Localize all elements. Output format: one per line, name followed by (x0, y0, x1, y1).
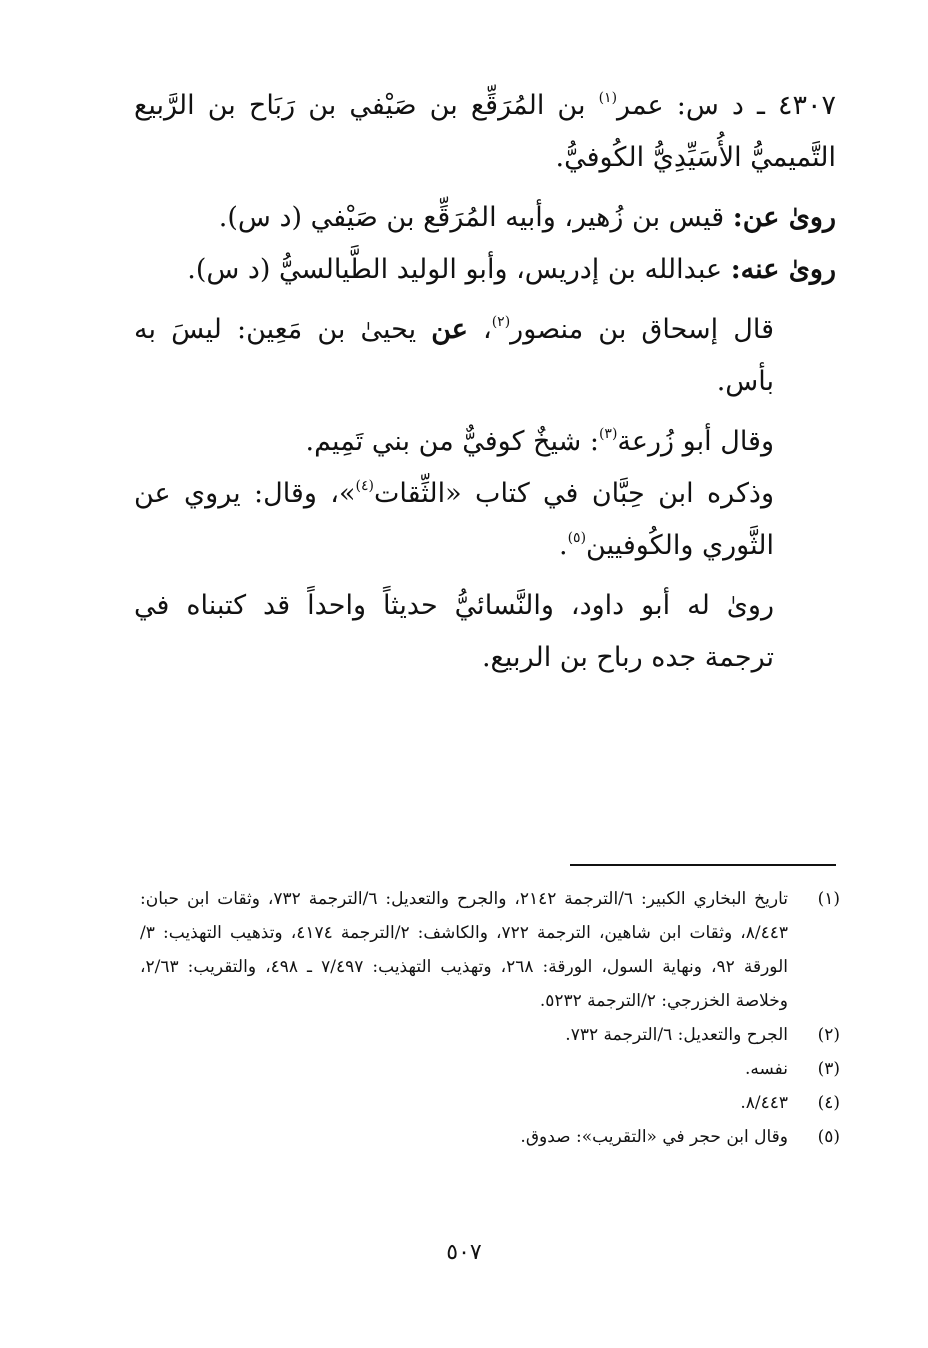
footnote-ref-4[interactable]: (٤) (355, 478, 374, 494)
rawa-anhu-label: روىٰ عنه: (730, 254, 836, 285)
footnote-number: (٣) (817, 1059, 840, 1079)
footnote-ref-2[interactable]: (٢) (491, 314, 511, 330)
footnote-4: (٤) ٨/٤٤٣. (140, 1086, 840, 1120)
main-text (134, 80, 836, 684)
abu-zura-paragraph: وقال أبو زُرعة$^{(٣)}$: شيخٌ كوفيٌّ من بني تَمِيم. (305, 426, 774, 457)
page-number: ٥٠٧ (446, 1240, 482, 1265)
footnote-number: (٤) (817, 1093, 840, 1113)
rawa-an-line: روىٰ عن: قيس بن زُهير، وأبيه المُرَقِّع بن صَيْفي (د س). (218, 202, 836, 233)
footnotes (140, 882, 840, 1154)
footnote-number: (٥) (817, 1127, 840, 1147)
footnote-1: (١) تاريخ البخاري الكبير: ٦/الترجمة ٢١٤٢، والجرح والتعديل: ٦/الترجمة ٧٣٢، وثقات ابن حبان: ٨/٤٤٣، وثقات ابن شاهين، الترجمة ٧٢٢، والكاشف: ٢/الترجمة ٤١٧٤، وتذهيب التهذيب: ٣/الورقة ٩٢، ونهاية السول، الورقة: ٢٦٨، وتهذيب التهذيب: ٧/٤٩٧ ـ ٤٩٨، والتقريب: ٢/٦٣، وخلاصة الخزرجي: ٢/الترجمة ٥٢٣٢. (140, 882, 840, 1018)
footnote-5: (٥) وقال ابن حجر في «التقريب»: صدوق. (140, 1120, 840, 1154)
ishaq-paragraph: قال إسحاق بن منصور$^{(٢)}$، عن يحيىٰ بن مَعِين: ليسَ به بأس. (134, 314, 774, 397)
rawa-lahu-paragraph: روىٰ له أبو داود، والنَّسائيُّ حديثاً واحداً قد كتبناه في ترجمة جده رباح بن الربيع. (134, 590, 774, 673)
ibn-hibban-paragraph: وذكره ابن حِبَّان في كتاب «الثِّقات$^{(٤)}$»، وقال: يروي عن الثَّوري والكُوفيين$^{(٥)}$. (134, 478, 774, 561)
rawa-an-label: روىٰ عن: (732, 202, 836, 233)
footnote-ref-5[interactable]: (٥) (567, 530, 587, 546)
footnote-ref-1[interactable]: (١) (598, 90, 618, 106)
footnote-2: (٢) الجرح والتعديل: ٦/الترجمة ٧٣٢. (140, 1018, 840, 1052)
footnote-separator (570, 864, 836, 866)
footnote-ref-3[interactable]: (٣) (598, 426, 618, 442)
footnote-number: (١) (817, 889, 840, 909)
footnote-number: (٢) (817, 1025, 840, 1045)
footnote-3: (٣) نفسه. (140, 1052, 840, 1086)
entry-heading: ٤٣٠٧ ـ د س: عمر$^{(١)}$ بن المُرَقِّع بن صَيْفي بن رَبَاح بن الرَّبيع التَّميميُّ الأُسَيِّدِيُّ الكُوفيُّ. (134, 90, 837, 173)
rawa-anhu-line: روىٰ عنه: عبدالله بن إدريس، وأبو الوليد الطَّيالسيُّ (د س). (187, 254, 836, 285)
